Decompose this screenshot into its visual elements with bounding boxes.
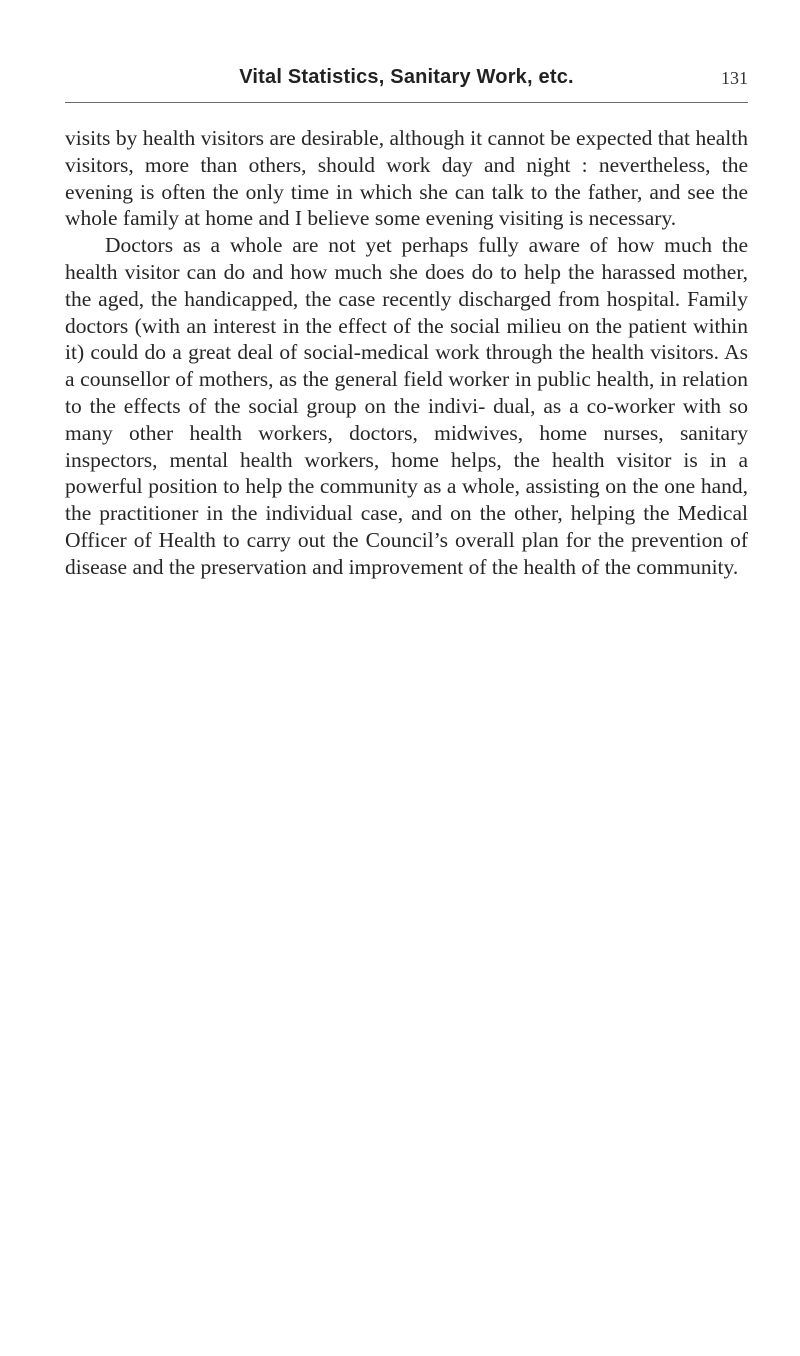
document-page bbox=[65, 62, 748, 581]
paragraph-continued: visits by health visitors are desirable, although it cannot be expected that health visitors, more than others, should work day and night : nevertheless, the evening is often the only time in which she can talk to the father, and see the whole family at home and I believe some evening visiting is necessary. bbox=[65, 126, 748, 231]
body-text bbox=[65, 125, 748, 581]
header-rule bbox=[65, 102, 748, 103]
page-number: 131 bbox=[721, 68, 748, 88]
running-title: Vital Statistics, Sanitary Work, etc. bbox=[239, 66, 574, 88]
running-header bbox=[65, 62, 748, 94]
paragraph-doctors: Doctors as a whole are not yet perhaps fully aware of how much the health visitor can do and how much she does do to help the harassed mother, the aged, the handicapped, the case recently discharged from hospital. Family doctors (with an interest in the effect of the social milieu on the patient within it) could do a great deal of social-medical work through the health visitors. As a counsellor of mothers, as the general field worker in public health, in relation to the effects of the social group on the indivi- dual, as a co-worker with so many other health workers, doctors, midwives, home nurses, sanitary inspectors, mental health workers, home helps, the health visitor is in a powerful position to help the community as a whole, assisting on the one hand, the practitioner in the individual case, and on the other, helping the Medical Officer of Health to carry out the Council’s overall plan for the prevention of disease and the preservation and improvement of the health of the community. bbox=[65, 233, 748, 579]
